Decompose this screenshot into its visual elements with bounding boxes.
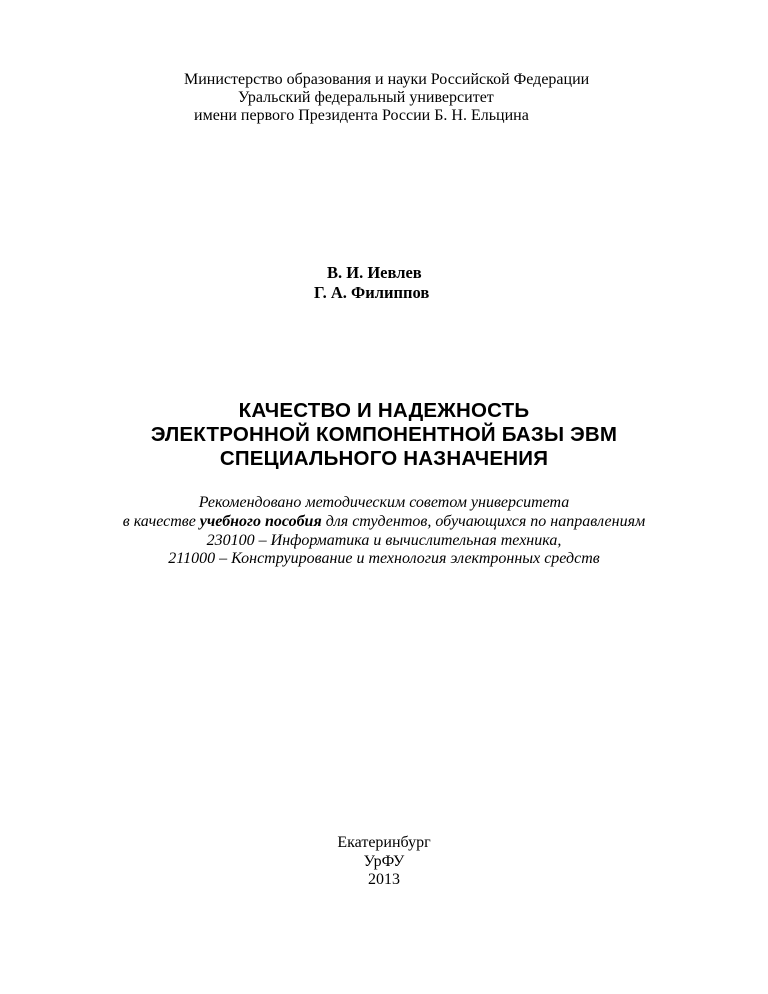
recommendation-line-2 (0, 512, 768, 532)
title-line-1: КАЧЕСТВО И НАДЕЖНОСТЬ (238, 399, 530, 422)
recommendation-emphasis: учебного пособия (199, 513, 322, 530)
title-line-3: СПЕЦИАЛЬНОГО НАЗНАЧЕНИЯ (219, 447, 549, 470)
ministry-name: Министерство образования и науки Российской Федерации (184, 71, 590, 88)
university-dedication: имени первого Президента России Б. Н. Ельцина (194, 107, 529, 124)
recommendation-prefix: в качестве (122, 513, 200, 530)
title-line-2: ЭЛЕКТРОННОЙ КОМПОНЕНТНОЙ БАЗЫ ЭВМ (150, 423, 618, 446)
university-name: Уральский федеральный университет (238, 89, 494, 106)
recommendation-suffix: для студентов, обучающихся по направлениям (321, 513, 646, 530)
recommendation-line-1: Рекомендовано методическим советом университета (198, 494, 570, 511)
imprint-city: Екатеринбург (337, 834, 431, 851)
recommendation-line-3: 230100 – Информатика и вычислительная техника, (206, 532, 562, 549)
recommendation-line-4: 211000 – Конструирование и технология электронных средств (168, 550, 600, 567)
imprint-year: 2013 (368, 871, 400, 888)
author-2: Г. А. Филиппов (314, 283, 430, 302)
author-1: В. И. Иевлев (327, 263, 422, 282)
imprint-publisher: УрФУ (363, 853, 405, 870)
